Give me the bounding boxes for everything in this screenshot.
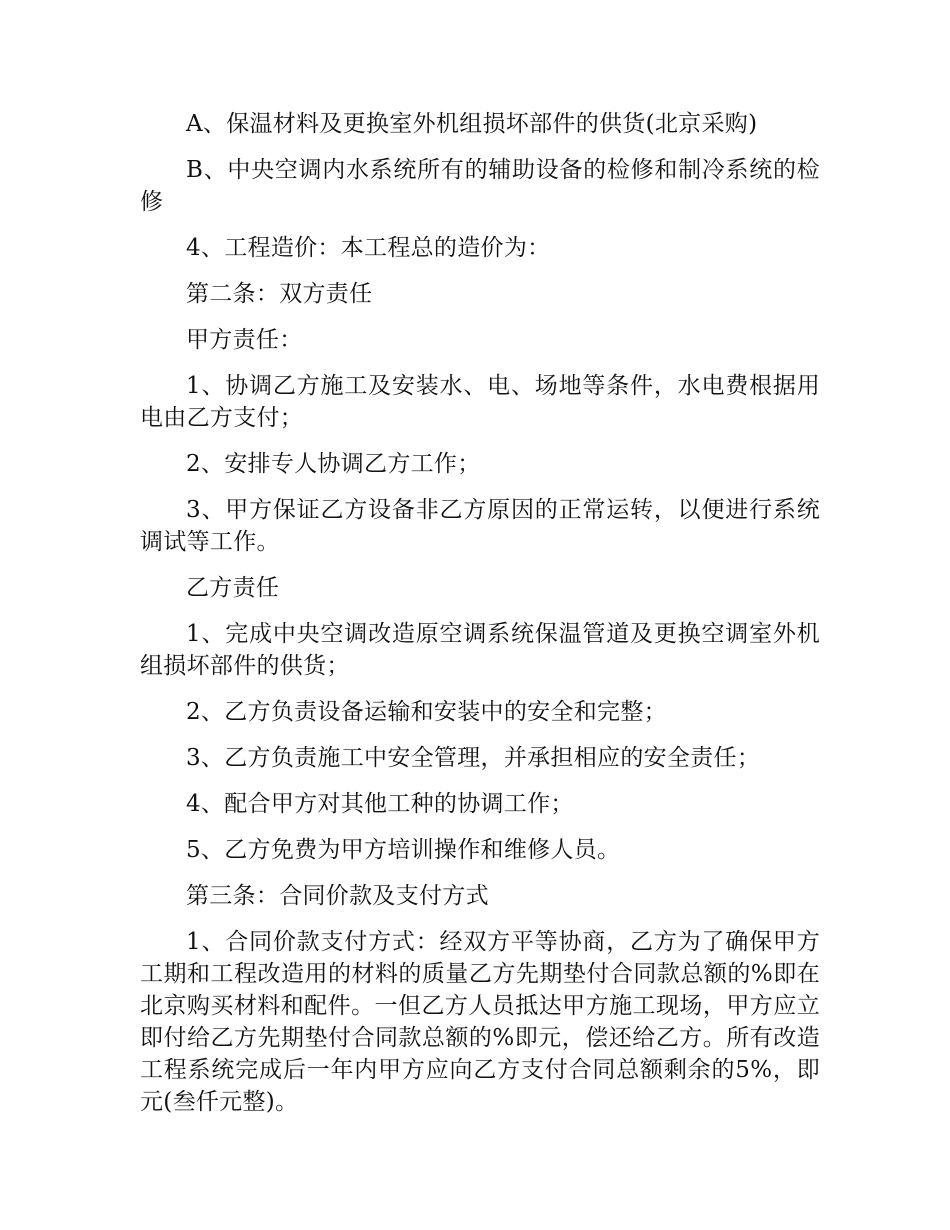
paragraph-project-cost: 4、工程造价：本工程总的造价为： bbox=[186, 235, 551, 261]
payment-terms-paragraph: 1、合同价款支付方式：经双方平等协商，乙方为了确保甲方工期和工程改造用的材料的质量乙方先期垫付合同款总额的%即在北京购买材料和配件。一但乙方人员抵达甲方施工现场，甲方应立即付给乙方先期垫付合同款总额的%即元，偿还给乙方。所有改造工程系统完成后一年内甲方应向乙方支付合同总额剩余的5%，即元(叁仟元整)。 bbox=[140, 929, 820, 1115]
document-body bbox=[140, 108, 820, 1132]
party-b-item-3: 3、乙方负责施工中安全管理，并承担相应的安全责任； bbox=[186, 745, 761, 771]
party-a-heading: 甲方责任： bbox=[186, 327, 303, 353]
party-b-item-2: 2、乙方负责设备运输和安装中的安全和完整； bbox=[186, 699, 667, 725]
paragraph-a-insulation-supply: A、保温材料及更换室外机组损坏部件的供货(北京采购) bbox=[186, 111, 758, 137]
party-b-item-5: 5、乙方免费为甲方培训操作和维修人员。 bbox=[186, 837, 621, 863]
paragraph-b-maintenance: B、中央空调内水系统所有的辅助设备的检修和制冷系统的检修 bbox=[140, 157, 820, 215]
party-a-item-1: 1、协调乙方施工及安装水、电、场地等条件，水电费根据用电由乙方支付； bbox=[140, 373, 820, 431]
party-a-item-2: 2、安排专人协调乙方工作； bbox=[186, 451, 481, 477]
party-b-item-1: 1、完成中央空调改造原空调系统保温管道及更换空调室外机组损坏部件的供货； bbox=[140, 621, 820, 679]
article-3-heading: 第三条：合同价款及支付方式 bbox=[186, 883, 489, 909]
article-2-heading: 第二条：双方责任 bbox=[186, 281, 373, 307]
party-b-heading: 乙方责任 bbox=[186, 575, 280, 601]
party-b-item-4: 4、配合甲方对其他工种的协调工作； bbox=[186, 791, 574, 817]
party-a-item-3: 3、甲方保证乙方设备非乙方原因的正常运转，以便进行系统调试等工作。 bbox=[140, 497, 820, 555]
